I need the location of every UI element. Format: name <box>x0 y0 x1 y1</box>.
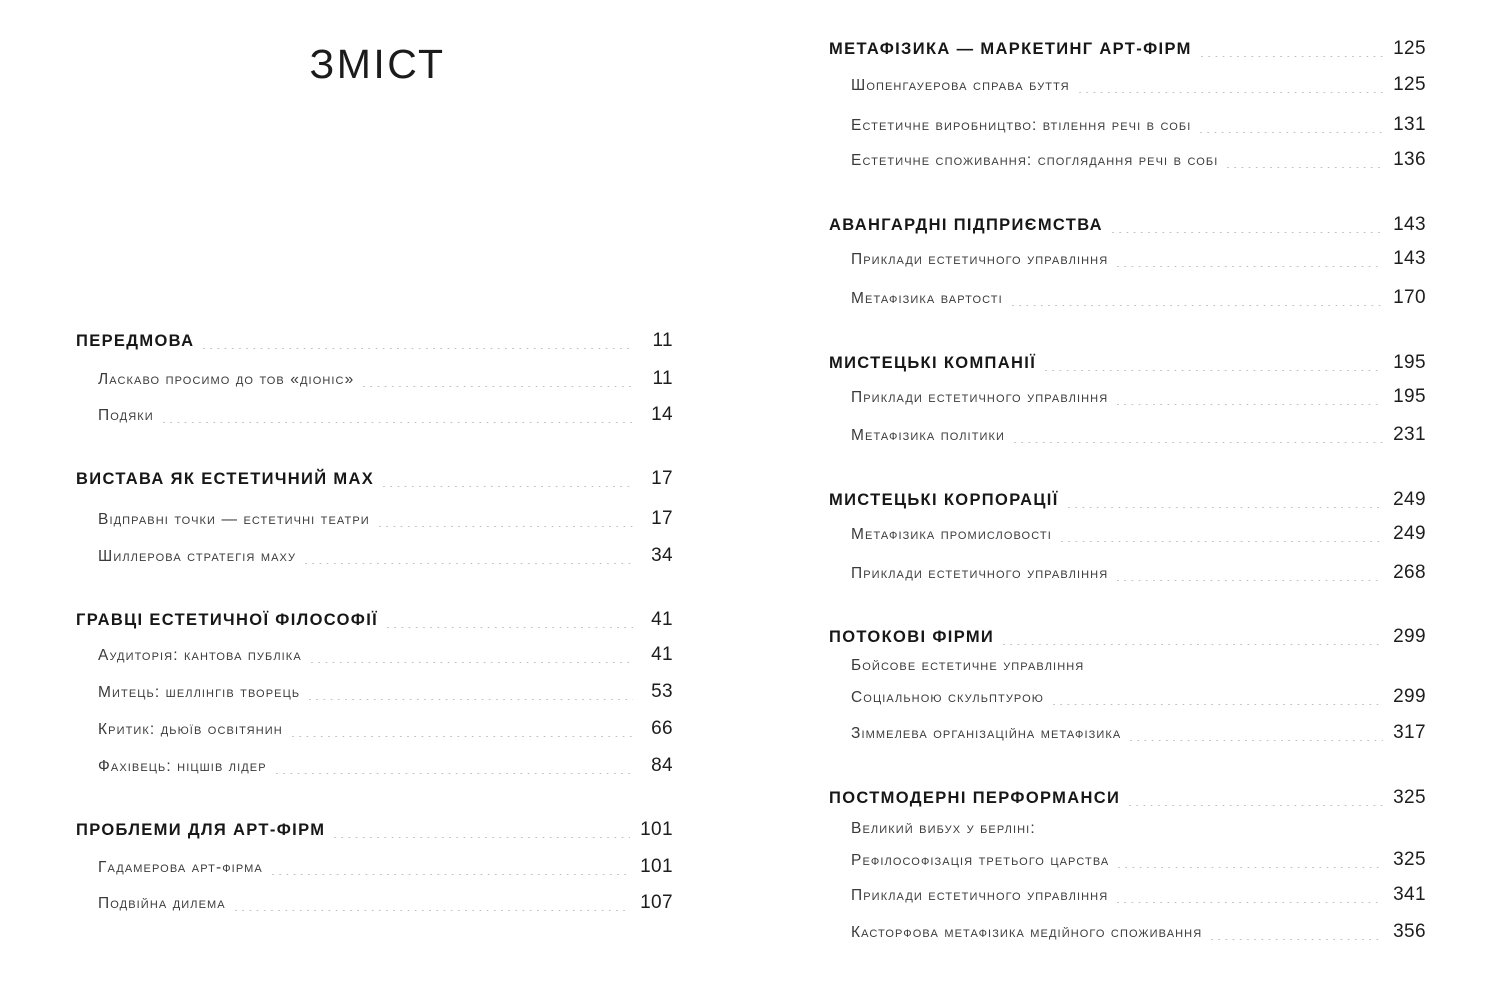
dot-leader <box>1068 507 1383 508</box>
dot-leader <box>334 837 630 838</box>
dot-leader <box>276 773 633 774</box>
dot-leader <box>1118 867 1383 868</box>
dot-leader <box>383 486 633 487</box>
toc-entry[interactable] <box>829 921 1426 943</box>
toc-entry-label: Метафізика політики <box>851 427 1006 444</box>
toc-entry[interactable] <box>829 74 1426 96</box>
toc-page-number: 107 <box>640 892 673 913</box>
dot-leader <box>1227 167 1383 168</box>
toc-entry-label: Приклади естетичного управління <box>851 251 1109 268</box>
toc-page-number: 143 <box>1393 214 1426 235</box>
toc-entry-label-line1: Великий вибух у берліні: <box>851 820 1036 837</box>
dot-leader <box>363 386 633 387</box>
toc-page-number: 143 <box>1393 248 1426 269</box>
toc-entry-label: Ласкаво просимо до тов «діоніс» <box>98 371 355 388</box>
toc-section-heading[interactable] <box>829 352 1426 374</box>
toc-entry-multiline[interactable] <box>829 820 1426 871</box>
toc-page-number: 101 <box>640 819 673 840</box>
toc-entry-label: Відправні точки — естетичні театри <box>98 511 370 528</box>
toc-entry[interactable] <box>76 368 673 390</box>
toc-entry-label: Зіммелева організаційна метафізика <box>851 725 1122 742</box>
toc-entry[interactable] <box>829 386 1426 408</box>
toc-entry[interactable] <box>829 424 1426 446</box>
toc-section-heading[interactable] <box>76 468 673 490</box>
toc-page-number: 299 <box>1393 686 1426 707</box>
toc-page-number: 356 <box>1393 921 1426 942</box>
dot-leader <box>272 874 630 875</box>
dot-leader <box>1045 370 1383 371</box>
toc-entry-label: Аудиторія: кантова публіка <box>98 647 302 664</box>
dot-leader <box>1117 404 1383 405</box>
toc-entry-label: Метафізика промисловості <box>851 526 1052 543</box>
dot-leader <box>305 563 633 564</box>
toc-entry[interactable] <box>76 718 673 740</box>
toc-entry-label: Фахівець: ніцшів лідер <box>98 758 267 775</box>
toc-entry-label: Шиллерова стратегія маху <box>98 548 297 565</box>
dot-leader <box>1079 92 1383 93</box>
toc-page-number: 231 <box>1393 424 1426 445</box>
dot-leader <box>1200 132 1383 133</box>
toc-section-heading-label: ПРОБЛЕМИ ДЛЯ АРТ-ФІРМ <box>76 821 326 839</box>
dot-leader <box>1117 580 1383 581</box>
dot-leader <box>1014 442 1383 443</box>
toc-entry-label: Метафізика вартості <box>851 290 1003 307</box>
dot-leader <box>1061 541 1383 542</box>
toc-page-number: 195 <box>1393 352 1426 373</box>
dot-leader <box>235 910 630 911</box>
toc-page-number: 299 <box>1393 626 1426 647</box>
toc-section-heading-label: ГРАВЦІ ЕСТЕТИЧНОЇ ФІЛОСОФІЇ <box>76 611 379 629</box>
toc-entry[interactable] <box>76 545 673 567</box>
dot-leader <box>379 526 633 527</box>
toc-page-number: 249 <box>1393 523 1426 544</box>
dot-leader <box>1201 56 1383 57</box>
toc-entry[interactable] <box>829 523 1426 545</box>
toc-page-number: 268 <box>1393 562 1426 583</box>
toc-page-number: 53 <box>651 681 673 702</box>
dot-leader <box>203 348 633 349</box>
toc-entry[interactable] <box>829 149 1426 171</box>
toc-entry[interactable] <box>76 404 673 426</box>
toc-page-number: 195 <box>1393 386 1426 407</box>
toc-entry-label: Критик: дьюїв освітянин <box>98 721 283 738</box>
toc-page-number: 125 <box>1393 38 1426 59</box>
toc-entry[interactable] <box>829 562 1426 584</box>
toc-entry[interactable] <box>76 644 673 666</box>
toc-page-number: 341 <box>1393 884 1426 905</box>
toc-entry-label: Приклади естетичного управління <box>851 565 1109 582</box>
dot-leader <box>1117 902 1383 903</box>
toc-entry[interactable] <box>76 508 673 530</box>
toc-entry-label: Подвійна дилема <box>98 895 226 912</box>
toc-entry-label: Естетичне споживання: споглядання речі в собі <box>851 152 1219 169</box>
toc-section-heading[interactable] <box>829 626 1426 648</box>
toc-entry-label: Митець: шеллінгів творець <box>98 684 301 701</box>
toc-entry[interactable] <box>829 722 1426 744</box>
toc-page-number: 11 <box>652 368 673 389</box>
dot-leader <box>1003 644 1383 645</box>
toc-page-number: 125 <box>1393 74 1426 95</box>
toc-entry[interactable] <box>76 856 673 878</box>
toc-entry-line2-row <box>851 686 1426 708</box>
toc-page-number: 249 <box>1393 489 1426 510</box>
toc-page-number: 41 <box>651 609 673 630</box>
toc-entry-label: Приклади естетичного управління <box>851 389 1109 406</box>
dot-leader <box>1129 805 1383 806</box>
toc-section-heading[interactable] <box>829 787 1426 809</box>
toc-section-heading[interactable] <box>829 38 1426 60</box>
page-title: ЗМІСТ <box>309 41 446 87</box>
toc-page-number: 17 <box>651 508 673 529</box>
toc-page-number: 317 <box>1393 722 1426 743</box>
toc-entry[interactable] <box>76 755 673 777</box>
toc-entry[interactable] <box>829 114 1426 136</box>
toc-section-heading[interactable] <box>76 330 673 352</box>
toc-entry[interactable] <box>76 681 673 703</box>
toc-page-number: 170 <box>1393 287 1426 308</box>
dot-leader <box>1053 704 1383 705</box>
toc-section-heading[interactable] <box>829 489 1426 511</box>
toc-entry[interactable] <box>829 248 1426 270</box>
dot-leader <box>1117 266 1383 267</box>
dot-leader <box>1130 740 1383 741</box>
toc-entry[interactable] <box>76 892 673 914</box>
toc-entry-label: Шопенгауерова справа буття <box>851 77 1070 94</box>
dot-leader <box>292 736 633 737</box>
dot-leader <box>1112 232 1383 233</box>
toc-page-number: 325 <box>1393 849 1426 870</box>
toc-page-number: 325 <box>1393 787 1426 808</box>
dot-leader <box>1211 939 1383 940</box>
toc-page-number: 66 <box>651 718 673 739</box>
toc-entry-label-line2: Соціальною скульптурою <box>851 689 1044 706</box>
toc-entry-label: Гадамерова арт-фірма <box>98 859 263 876</box>
toc-entry-line2-row <box>851 849 1426 871</box>
toc-entry[interactable] <box>829 287 1426 309</box>
toc-page-number: 84 <box>651 755 673 776</box>
toc-page-number: 34 <box>651 545 673 566</box>
toc-section-heading-label: ПОТОКОВІ ФІРМИ <box>829 628 995 646</box>
toc-section-heading[interactable] <box>76 609 673 631</box>
toc-page-number: 131 <box>1393 114 1426 135</box>
toc-section-heading-label: МИСТЕЦЬКІ КОМПАНІЇ <box>829 354 1037 372</box>
toc-entry-label: Естетичне виробництво: втілення речі в собі <box>851 117 1192 134</box>
dot-leader <box>311 662 633 663</box>
toc-page-number: 41 <box>651 644 673 665</box>
dot-leader <box>163 422 633 423</box>
toc-section-heading-label: АВАНГАРДНІ ПІДПРИЄМСТВА <box>829 216 1103 234</box>
toc-section-heading-label: МЕТАФІЗИКА — МАРКЕТИНГ АРТ-ФІРМ <box>829 40 1192 58</box>
toc-page-number: 17 <box>651 468 673 489</box>
toc-entry-label: Касторфова метафізика медійного споживання <box>851 924 1203 941</box>
toc-page-number: 136 <box>1393 149 1426 170</box>
toc-entry[interactable] <box>829 884 1426 906</box>
dot-leader <box>1012 305 1383 306</box>
toc-entry-label-line2: Рефілософізація третього царства <box>851 852 1110 869</box>
toc-entry-label-line1: Бойсове естетичне управління <box>851 657 1085 674</box>
toc-entry-label: Приклади естетичного управління <box>851 887 1109 904</box>
toc-page-number: 101 <box>640 856 673 877</box>
toc-section-heading[interactable] <box>76 819 673 841</box>
toc-section-heading-label: ПОСТМОДЕРНІ ПЕРФОРМАНСИ <box>829 789 1121 807</box>
dot-leader <box>387 627 633 628</box>
toc-section-heading-label: ПЕРЕДМОВА <box>76 332 195 350</box>
toc-section-heading[interactable] <box>829 214 1426 236</box>
toc-entry-label: Подяки <box>98 407 154 424</box>
toc-page-number: 11 <box>652 330 673 351</box>
toc-section-heading-label: МИСТЕЦЬКІ КОРПОРАЦІЇ <box>829 491 1059 509</box>
toc-page-number: 14 <box>651 404 673 425</box>
toc-entry-multiline[interactable] <box>829 657 1426 708</box>
dot-leader <box>309 699 633 700</box>
toc-section-heading-label: ВИСТАВА ЯК ЕСТЕТИЧНИЙ МАХ <box>76 470 375 488</box>
